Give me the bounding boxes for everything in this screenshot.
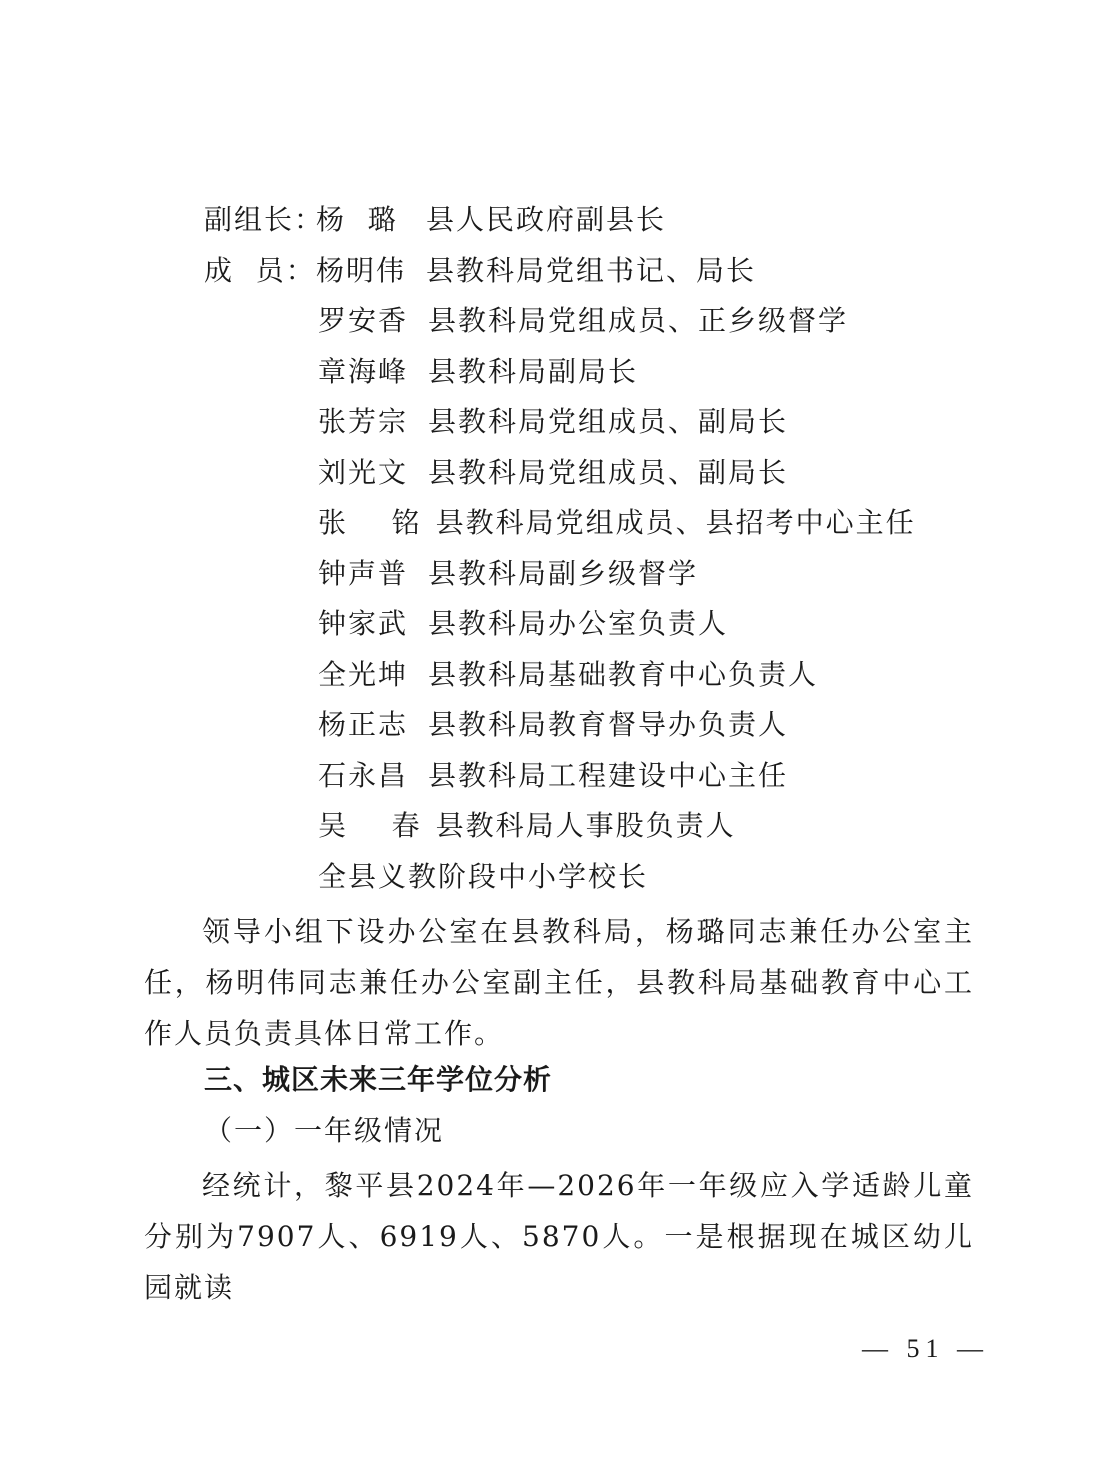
person-name: 杨正志	[318, 708, 409, 741]
person-title: 县教科局党组成员、副局长	[428, 405, 789, 438]
person-name: 张芳宗	[318, 405, 409, 438]
members-last-line: 全县义教阶段中小学校长	[318, 860, 649, 893]
person-title: 县教科局党组书记、局长	[426, 254, 757, 287]
person-title: 县教科局办公室负责人	[428, 607, 729, 640]
person-name: 章海峰	[318, 355, 409, 388]
person-title: 县教科局人事股负责人	[435, 809, 736, 842]
person-title: 县教科局教育督导办负责人	[428, 708, 789, 741]
leader-row-member	[204, 254, 756, 288]
person-title: 县教科局党组成员、县招考中心主任	[435, 506, 916, 539]
person-name: 全光坤	[318, 658, 409, 691]
role-label: 成 员：	[204, 254, 316, 287]
member-row	[318, 759, 788, 793]
member-row	[318, 658, 818, 692]
person-name: 杨 璐	[316, 203, 398, 236]
person-name: 罗安香	[318, 304, 409, 337]
person-title: 县人民政府副县长	[426, 203, 667, 236]
member-row	[318, 708, 788, 742]
person-name: 石永昌	[318, 759, 409, 792]
member-row	[318, 405, 788, 439]
person-title: 县教科局副乡级督学	[428, 557, 699, 590]
member-row	[318, 355, 638, 389]
person-name: 钟声普	[318, 557, 409, 590]
person-title: 县教科局党组成员、副局长	[428, 456, 789, 489]
person-title: 县教科局副局长	[428, 355, 639, 388]
person-name: 杨明伟	[316, 254, 407, 287]
person-name: 钟家武	[318, 607, 409, 640]
member-row	[318, 557, 698, 591]
person-name: 刘光文	[318, 456, 409, 489]
person-title: 县教科局工程建设中心主任	[428, 759, 789, 792]
person-name: 张 铭	[318, 506, 422, 539]
member-row	[318, 607, 728, 641]
person-title: 县教科局基础教育中心负责人	[428, 658, 819, 691]
subsection-heading: （一）一年级情况	[204, 1114, 445, 1147]
office-paragraph: 领导小组下设办公室在县教科局，杨璐同志兼任办公室主任，杨明伟同志兼任办公室副主任，县教科局基础教育中心工作人员负责具体日常工作。	[144, 915, 974, 1050]
leader-row-deputy	[204, 203, 666, 237]
member-row	[318, 506, 916, 540]
member-row	[318, 456, 788, 490]
section-heading: 三、城区未来三年学位分析	[204, 1063, 553, 1096]
person-name: 吴 春	[318, 809, 422, 842]
member-row	[318, 809, 736, 843]
role-label: 副组长：	[204, 203, 325, 236]
person-title: 县教科局党组成员、正乡级督学	[428, 304, 849, 337]
stats-paragraph: 经统计，黎平县2024年—2026年一年级应入学适龄儿童分别为7907人、6919人、5870人。一是根据现在城区幼儿园就读	[144, 1169, 974, 1304]
member-row	[318, 304, 848, 338]
member-row-principals	[318, 860, 648, 894]
page-number: — 51 —	[862, 1334, 989, 1363]
